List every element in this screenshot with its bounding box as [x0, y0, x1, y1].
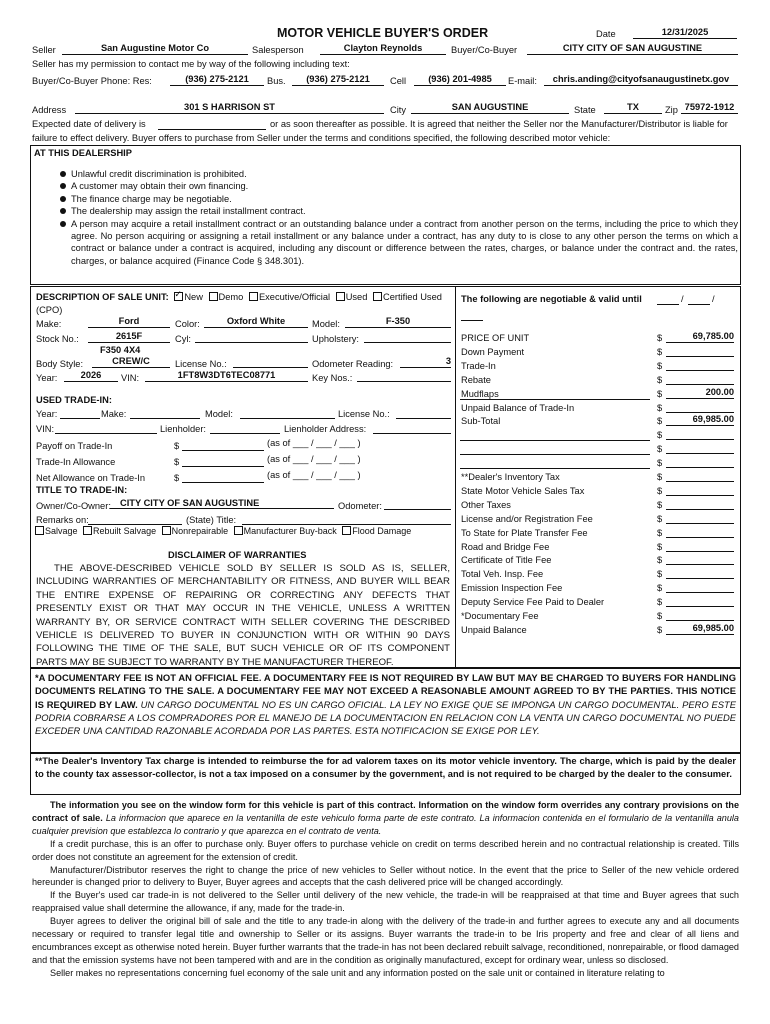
pricing-row-label: Trade-In — [461, 360, 496, 371]
odometer-label: Odometer Reading: — [312, 359, 394, 369]
payoff-dollar: $ — [174, 441, 180, 451]
pricing-row-label: Sub-Total — [461, 416, 501, 427]
pricing-row-label: Road and Bridge Fee — [461, 541, 550, 552]
pricing-dollar: $ — [657, 597, 663, 608]
lienholder-field[interactable] — [210, 422, 280, 434]
dealership-item: The finance charge may be negotiable. — [38, 193, 738, 205]
pricing-value-field[interactable]: 69,985.00 — [666, 623, 734, 635]
pricing-value-field[interactable] — [666, 526, 734, 538]
pricing-row-label: **Dealer's Inventory Tax — [461, 472, 560, 482]
pricing-dollar: $ — [657, 541, 663, 552]
lien-address-field[interactable] — [373, 422, 451, 434]
pricing-row-label: Emission Inspection Fee — [461, 583, 563, 594]
certified-label: Certified Used — [383, 292, 442, 302]
dealership-item: A customer may obtain their own financing. — [38, 180, 738, 192]
payoff-asof: (as of ___ / ___ / ___ ) — [267, 438, 361, 448]
pricing-dollar: $ — [657, 430, 663, 441]
pricing-value-field[interactable]: 69,785.00 — [666, 331, 734, 343]
pricing-value-field[interactable] — [666, 470, 734, 482]
pricing-value-field[interactable] — [666, 442, 734, 454]
disclaimer-heading: DISCLAIMER OF WARRANTIES — [168, 550, 307, 560]
date-field[interactable]: 12/31/2025 — [633, 27, 737, 39]
pricing-value-field[interactable] — [666, 567, 734, 579]
phone-bus-field[interactable]: (936) 275-2121 — [292, 74, 384, 86]
pricing-dollar: $ — [657, 402, 663, 413]
upholstery-field[interactable] — [364, 331, 451, 343]
inventory-tax-notice: **The Dealer's Inventory Tax charge is intended to reimburse the for ad valorem taxes on its motor vehicle inventory. The charge, which is paid by the dealer to the county tax assessor-collector, is not a tax imposed on a consumer by the government, and is not required to be charged by the dealer to the consumer. — [35, 756, 736, 780]
model-label: Model: — [312, 319, 340, 329]
pricing-dollar: $ — [657, 624, 663, 635]
vin-label: VIN: — [121, 373, 140, 383]
title-heading: TITLE TO TRADE-IN: — [36, 485, 128, 495]
ti-license-field[interactable] — [396, 407, 451, 419]
net-asof: (as of ___ / ___ / ___ ) — [267, 470, 361, 480]
pricing-value-field[interactable] — [666, 498, 734, 510]
permission-text: Seller has my permission to contact me by way of the following including text: — [32, 59, 350, 69]
dealership-item: The dealership may assign the retail installment contract. — [38, 205, 738, 217]
keys-field[interactable] — [357, 370, 451, 382]
pricing-row-label: Other Taxes — [461, 499, 511, 510]
buyback-checkbox[interactable] — [234, 526, 243, 535]
net-dollar: $ — [174, 473, 180, 483]
doc-fee-notice — [35, 671, 736, 737]
net-allowance-label: Net Allowance on Trade-In — [36, 473, 146, 483]
flood-checkbox[interactable] — [342, 526, 351, 535]
state-label: State — [574, 105, 596, 115]
certified-checkbox[interactable] — [373, 292, 382, 301]
lienholder-label: Lienholder: — [160, 424, 207, 434]
upholstery-label: Upholstery: — [312, 334, 360, 344]
pricing-value-field[interactable] — [666, 373, 734, 385]
body-label: Body Style: — [36, 359, 84, 369]
city-label: City — [390, 105, 407, 115]
delivery-label: Expected date of delivery is — [32, 119, 146, 129]
color-label: Color: — [175, 319, 200, 329]
pricing-value-field[interactable] — [666, 553, 734, 565]
pricing-row-label: Rebate — [461, 374, 491, 385]
pricing-dollar: $ — [657, 416, 663, 427]
pricing-dollar: $ — [657, 333, 663, 343]
form-title: MOTOR VEHICLE BUYER'S ORDER — [277, 26, 489, 40]
delivery-text-2: failure to effect delivery. Buyer offers to purchase from Seller under the terms and conditions specified, the following described motor vehicle: — [32, 133, 611, 143]
pricing-value-field[interactable]: 200.00 — [666, 387, 734, 399]
pricing-dollar: $ — [657, 374, 663, 385]
allowance-asof: (as of ___ / ___ / ___ ) — [267, 454, 361, 464]
license-field[interactable] — [233, 356, 308, 368]
pricing-value-field[interactable] — [666, 456, 734, 468]
net-field[interactable] — [182, 471, 264, 483]
pricing-value-field[interactable] — [666, 401, 734, 413]
terms-paragraph: If the Buyer's used car trade-in is not delivered to the Seller until delivery of the new vehicle, the trade-in will be reappraised at that time and Buyer agrees that such reappraised value shall determine the allowance, if any, made for the trade-in. — [32, 890, 739, 914]
odometer-field[interactable]: 3 — [400, 356, 451, 368]
ti-odometer-label: Odometer: — [338, 501, 382, 511]
cyl-label: Cyl: — [175, 334, 192, 344]
ti-vin-label: VIN: — [36, 424, 55, 434]
asof-label: (as of — [267, 438, 291, 448]
used-checkbox[interactable] — [336, 292, 345, 301]
title-flags — [33, 526, 411, 537]
pricing-row-label: Deputy Service Fee Paid to Dealer — [461, 597, 605, 608]
new-label: New — [184, 292, 203, 302]
pricing-value-field[interactable] — [666, 359, 734, 371]
pricing-row-label: PRICE OF UNIT — [461, 333, 530, 343]
pricing-row-label: Unpaid Balance — [461, 624, 527, 635]
sale-unit-title: DESCRIPTION OF SALE UNIT: — [36, 292, 169, 302]
asof-label: (as of — [267, 470, 291, 480]
city-field[interactable]: SAN AUGUSTINE — [411, 102, 569, 114]
doc-fee-english: *A DOCUMENTARY FEE IS NOT AN OFFICIAL FEE. A DOCUMENTARY FEE IS NOT REQUIRED BY LAW BUT MAY BE CHARGED TO BUYERS FOR HANDLING DOCUMENTS RELATING TO THE SALE. A DOCUMENTARY FEE MAY NOT EXCEED A REASONABLE AMOUNT AGREED TO BY THE PARTIES. THIS NOTICE IS REQUIRED BY LAW. — [35, 672, 736, 710]
cell-label: Cell — [390, 76, 407, 86]
pricing-row-label: Certificate of Title Fee — [461, 555, 552, 566]
pricing-row-label: *Documentary Fee — [461, 611, 539, 621]
delivery-date-field[interactable] — [158, 118, 266, 130]
pricing-row-line[interactable] — [460, 429, 650, 441]
cpo-label: (CPO) — [36, 305, 63, 315]
owner-field[interactable]: CITY CITY OF SAN AUGUSTINE — [110, 498, 334, 509]
exec-label: Executive/Official — [258, 292, 331, 302]
flag-label: Rebuilt Salvage — [93, 526, 157, 536]
stock-label: Stock No.: — [36, 334, 79, 344]
terms-paragraph: Buyer agrees to deliver the original bill of sale and the title to any trade-in along with the delivery of the trade-in and further agrees to execute any and all documents necessary or required to transfer legal title and ownership to Seller or its assigns. Buyer warrants the trade-in to be Iris property and free and clear of all liens and encumbrances except as otherwise noted herein. Buyer further warrants that the trade-in has not been declared rebuilt salvage, reconditioned, nonrepairable, or flood damaged and that the emission systems have not been tampered with and are in the condition as originally manufactured, except for ordinary wear, unless so disclosed. — [32, 916, 739, 965]
salesperson-label: Salesperson — [252, 45, 304, 55]
allowance-label: Trade-In Allowance — [36, 457, 116, 467]
pricing-dollar: $ — [657, 458, 663, 469]
pricing-value-field[interactable] — [666, 345, 734, 357]
pricing-value-field[interactable] — [666, 428, 734, 440]
payoff-field[interactable] — [182, 439, 264, 451]
salvage-checkbox[interactable] — [35, 526, 44, 535]
terms-paragraph: Manufacturer/Distributor reserves the right to change the price of new vehicles to Seller without notice. In the event that the price to Seller of the new vehicle ordered hereunder is changed prior to delivery to Buyer, Buyer agrees and accepts that the cash delivered price will be changed accordingly. — [32, 864, 739, 888]
terms-paragraph: Seller makes no representations concerning fuel economy of the sale unit and any information posted on the sale unit or contained in literature relating to — [50, 967, 665, 978]
zip-label: Zip — [665, 105, 678, 115]
pricing-value-field[interactable] — [666, 484, 734, 496]
terms-block — [32, 799, 739, 980]
flag-label: Salvage — [45, 526, 78, 536]
state-title-field[interactable] — [242, 513, 451, 525]
license-label: License No.: — [175, 359, 227, 369]
lien-address-label: Lienholder Address: — [284, 424, 367, 434]
flag-label: Flood Damage — [352, 526, 412, 536]
date-label: Date — [596, 29, 616, 39]
dealership-item: Unlawful credit discrimination is prohibited. — [38, 168, 738, 180]
valid-day-field[interactable] — [688, 293, 710, 305]
column-divider — [455, 286, 456, 668]
pricing-row-label: Down Payment — [461, 346, 525, 357]
pricing-row-line[interactable] — [460, 443, 650, 455]
pricing-value-field[interactable] — [666, 581, 734, 593]
ti-model-field[interactable] — [240, 407, 335, 419]
sale-unit-heading — [36, 292, 442, 303]
zip-field[interactable]: 75972-1912 — [681, 102, 738, 114]
payoff-label: Payoff on Trade-In — [36, 441, 113, 451]
asof-label: (as of — [267, 454, 291, 464]
pricing-row-line[interactable] — [460, 388, 650, 400]
pricing-row-label: To State for Plate Transfer Fee — [461, 527, 588, 538]
owner-label: Owner/Co-Owner: — [36, 501, 111, 511]
pricing-dollar: $ — [657, 555, 663, 566]
dealership-item: A person may acquire a retail installment contract or an outstanding balance under a contract from another person on the terms, including the price to which they agree. No person acquiring or assigning a retail installment or any balance under a contract, has any duty to is close to any other person the terms on which a contract or balance under a contract is acquired, including any discount or difference between the rates, charges, or balance under the contract and. the rates, charges, or balance acquired (Finance Code § 348.301). — [38, 218, 738, 268]
valid-slash: / — [712, 294, 715, 304]
flag-label: Nonrepairable — [171, 526, 229, 536]
pricing-value-field[interactable] — [666, 512, 734, 524]
pricing-dollar: $ — [657, 346, 663, 357]
phone-cell-field[interactable]: (936) 201-4985 — [414, 74, 506, 86]
stock-field[interactable]: 2615F — [88, 331, 170, 343]
pricing-value-field[interactable] — [666, 540, 734, 552]
pricing-row-label: Total Veh. Insp. Fee — [461, 569, 544, 580]
delivery-text: or as soon thereafter as possible. It is agreed that neither the Seller nor the Manufacturer/Distributor is liable for — [270, 119, 728, 129]
year-field[interactable]: 2026 — [64, 370, 118, 382]
rebuilt-checkbox[interactable] — [83, 526, 92, 535]
allowance-dollar: $ — [174, 457, 180, 467]
state-title-label: (State) Title: — [186, 515, 237, 525]
valid-month-field[interactable] — [657, 293, 679, 305]
terms-paragraph — [32, 799, 739, 838]
seller-field[interactable]: San Augustine Motor Co — [62, 43, 248, 55]
cyl-field[interactable] — [195, 331, 308, 343]
dealership-list — [38, 168, 738, 267]
pricing-dollar: $ — [657, 611, 663, 621]
ti-odometer-field[interactable] — [384, 498, 451, 510]
ti-make-label: Make: — [101, 409, 127, 419]
valid-year-field[interactable] — [461, 309, 483, 321]
phone-label: Buyer/Co-Buyer Phone: Res: — [32, 76, 152, 86]
exec-checkbox[interactable] — [249, 292, 258, 301]
pricing-dollar: $ — [657, 527, 663, 538]
terms-paragraph: If a credit purchase, this is an offer to purchase only. Buyer offers to purchase vehicle on credit on terms described herein and no contractual relationship is created. Tills order does not constitute an agreement for the extension of credit. — [32, 838, 739, 862]
disclaimer-body: THE ABOVE-DESCRIBED VEHICLE SOLD BY SELLER IS SOLD AS IS, SELLER, INCLUDING WARRANTIES OF MERCHANTABILITY OR FITNESS, AND BUYER WILL BEAR THE ENTIRE EXPENSE OF REPAIRING OR CORRECTING ANY DEFECTS THAT PRESENTLY EXIST OR THAT MAY OCCUR IN THE VEHICLE, UNLESS A WRITTEN WARRANTY BY, OR SERVICE CONTRACT WITH SELLER COVERING THE DESCRIBED VEHICLE IS DELIVERED TO BUYER IN CONJUNCTION WITH OR WITHIN 90 DAYS FOLLOWING THE TIME OF THE SALE, BUT SUCH VEHICLE OR OF ITS COMPONENT PARTS MAY BE SUBJECT TO WARRANTY BY THE MANUFACTURER THEREOF. — [36, 563, 450, 668]
doc-fee-spanish: UN CARGO DOCUMENTAL NO ES UN CARGO OFICIAL. LA LEY NO EXIGE QUE SE IMPONGA UN CARGO DOCUMENTAL. PERO ESTE PODRIA COBRARSE A LOS COMPRADORES POR EL MANEJO DE LA DOCUMENTACION EN RELACION CON LA VENTA UN CARGO DOCUMENTAL NO PUEDE EXCEDER UNA CANTIDAD RAZONABLE ACORDADA POR LAS PARTES. ESTA NOTIFICACION SE EXIGE POR LEY. — [35, 698, 736, 737]
allowance-field[interactable] — [182, 455, 264, 467]
demo-checkbox[interactable] — [209, 292, 218, 301]
flag-label: Manufacturer Buy-back — [243, 526, 337, 536]
pricing-row-line[interactable] — [460, 457, 650, 469]
state-field[interactable]: TX — [604, 102, 662, 114]
ti-license-label: License No.: — [338, 409, 390, 419]
pricing-dollar: $ — [657, 513, 663, 524]
remarks-label: Remarks on: — [36, 515, 89, 525]
terms-p1-bold: The information you see on the window form for this vehicle is part of this contract. Information on the window form overrides any contrary provisions on the contract of sale. — [32, 800, 739, 823]
pricing-value-field[interactable] — [666, 595, 734, 607]
pricing-row-label: Unpaid Balance of Trade-In — [461, 402, 575, 413]
phone-res-field[interactable]: (936) 275-2121 — [170, 74, 264, 86]
ti-year-label: Year: — [36, 409, 58, 419]
pricing-heading: The following are negotiable & valid until — [461, 294, 642, 304]
terms-p1-italic: La informacion que aparece en la ventanilla de este vehiculo forma parte de este contrato. La informacion contenida en el formulario de la ventanilla anula cualquier prevision que establezca lo contrario y que aparezca en el contrato de venta. — [32, 812, 739, 836]
vin-field[interactable]: 1FT8W3DT6TEC08771 — [145, 370, 308, 382]
make-label: Make: — [36, 319, 62, 329]
trade-in-heading: USED TRADE-IN: — [36, 395, 112, 405]
remarks-field[interactable] — [88, 513, 182, 525]
year-label: Year: — [36, 373, 58, 383]
model-field[interactable]: F-350 — [345, 316, 451, 328]
used-label: Used — [345, 292, 368, 302]
seller-label: Seller — [32, 45, 56, 55]
pricing-dollar: $ — [657, 569, 663, 580]
trim-value: F350 4X4 — [100, 345, 141, 355]
salesperson-field[interactable]: Clayton Reynolds — [320, 43, 446, 55]
email-label: E-mail: — [508, 76, 537, 86]
nonrepairable-checkbox[interactable] — [162, 526, 171, 535]
keys-label: Key Nos.: — [312, 373, 353, 383]
pricing-value-field[interactable]: 69,985.00 — [666, 414, 734, 426]
pricing-dollar: $ — [657, 388, 663, 399]
pricing-row-label: State Motor Vehicle Sales Tax — [461, 485, 585, 496]
dealership-heading: AT THIS DEALERSHIP — [34, 148, 132, 158]
pricing-dollar: $ — [657, 583, 663, 594]
valid-slash: / — [681, 294, 684, 304]
buyer-field[interactable]: CITY CITY OF SAN AUGUSTINE — [527, 43, 738, 55]
pricing-dollar: $ — [657, 444, 663, 455]
make-field[interactable]: Ford — [88, 316, 170, 328]
buyer-label: Buyer/Co-Buyer — [451, 45, 518, 55]
body-field[interactable]: CREW/C — [92, 356, 170, 368]
ti-make-field[interactable] — [130, 407, 200, 419]
new-checkbox[interactable] — [174, 292, 183, 301]
pricing-value-field[interactable] — [666, 609, 734, 621]
bus-label: Bus. — [267, 76, 286, 86]
pricing-dollar: $ — [657, 499, 663, 510]
pricing-row-label: Mudflaps — [461, 388, 499, 399]
pricing-row-label: License and/or Registration Fee — [461, 513, 593, 524]
email-field[interactable]: chris.anding@cityofsanaugustinetx.gov — [544, 74, 738, 86]
color-field[interactable]: Oxford White — [204, 316, 308, 328]
demo-label: Demo — [218, 292, 244, 302]
pricing-dollar: $ — [657, 485, 663, 496]
ti-vin-field[interactable] — [55, 422, 157, 434]
ti-year-field[interactable] — [60, 407, 100, 419]
ti-model-label: Model: — [205, 409, 233, 419]
address-label: Address — [32, 105, 67, 115]
pricing-dollar: $ — [657, 360, 663, 371]
address-field[interactable]: 301 S HARRISON ST — [75, 102, 384, 114]
pricing-dollar: $ — [657, 472, 663, 482]
